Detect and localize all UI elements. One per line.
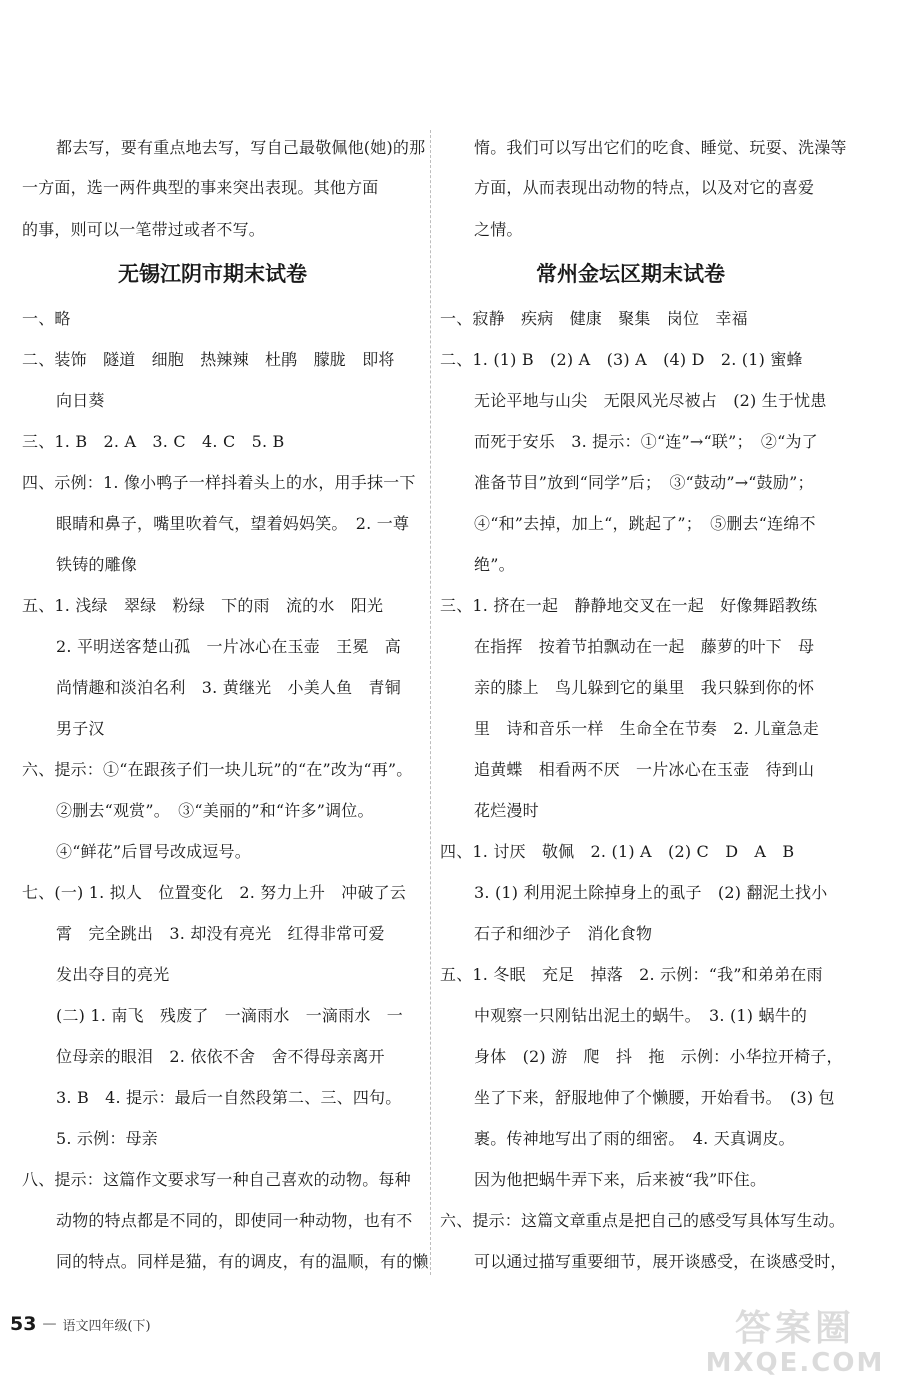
answer-line: 四、示例：1. 像小鸭子一样抖着头上的水，用手抹一下: [22, 473, 416, 492]
answer-line: 二、1. (1) B (2) A (3) A (4) D 2. (1) 蜜蜂: [440, 350, 803, 369]
answer-line: ②删去“观赏”。 ③“美丽的”和“许多”调位。: [56, 801, 374, 820]
column-divider: [430, 130, 431, 1275]
section-heading-wuxi: 无锡江阴市期末试卷: [118, 262, 307, 286]
answer-line: 五、1. 浅绿 翠绿 粉绿 下的雨 流的水 阳光: [22, 596, 384, 615]
answer-line: 3. B 4. 提示：最后一自然段第二、三、四句。: [56, 1088, 402, 1107]
answer-line: 3. (1) 利用泥土除掉身上的虱子 (2) 翻泥土找小: [474, 883, 828, 902]
answer-line: 二、装饰 隧道 细胞 热辣辣 杜鹃 朦胧 即将: [22, 350, 395, 369]
footer-separator: —: [42, 1316, 57, 1332]
left-intro-line: 的事，则可以一笔带过或者不写。: [22, 220, 266, 239]
answer-line: 尚情趣和淡泊名利 3. 黄继光 小美人鱼 青铜: [56, 678, 401, 697]
answer-line: 因为他把蜗牛弄下来，后来被“我”吓住。: [474, 1170, 767, 1189]
answer-line: 花烂漫时: [474, 801, 539, 820]
answer-line: 可以通过描写重要细节，展开谈感受，在谈感受时，: [474, 1252, 847, 1271]
answer-line: 三、1. B 2. A 3. C 4. C 5. B: [22, 432, 285, 451]
answer-line: (二) 1. 南飞 残废了 一滴雨水 一滴雨水 一: [56, 1006, 403, 1025]
page-number: 53: [10, 1313, 37, 1335]
page-footer: [10, 1313, 151, 1335]
answer-line: 身体 (2) 游 爬 抖 拖 示例：小华拉开椅子，: [474, 1047, 843, 1066]
answer-line: 石子和细沙子 消化食物: [474, 924, 653, 943]
answer-line: 同的特点。同样是猫，有的调皮，有的温顺，有的懒: [56, 1252, 429, 1271]
answer-line: 无论平地与山尖 无限风光尽被占 (2) 生于忧患: [474, 391, 827, 410]
answer-line: 六、提示：这篇文章重点是把自己的感受写具体写生动。: [440, 1211, 846, 1230]
answer-line: 四、1. 讨厌 敬佩 2. (1) A (2) C D A B: [440, 842, 795, 861]
answer-line: 眼睛和鼻子，嘴里吹着气，望着妈妈笑。 2. 一尊: [56, 514, 410, 533]
book-title: 语文四年级(下): [62, 1318, 151, 1334]
answer-line: 六、提示：①“在跟孩子们一块儿玩”的“在”改为“再”。: [22, 760, 413, 779]
answer-line: 里 诗和音乐一样 生命全在节奏 2. 儿童急走: [474, 719, 819, 738]
answer-line: 男子汉: [56, 719, 105, 738]
answer-line: 发出夺目的亮光: [56, 965, 170, 984]
answer-line: 中观察一只刚钻出泥土的蜗牛。 3. (1) 蜗牛的: [474, 1006, 808, 1025]
answer-line: 2. 平明送客楚山孤 一片冰心在玉壶 王冕 高: [56, 637, 401, 656]
answer-line: 在指挥 按着节拍飘动在一起 藤萝的叶下 母: [474, 637, 815, 656]
watermark-top-text: 答案圈: [734, 1308, 855, 1349]
left-intro-line: 一方面，选一两件典型的事来突出表现。其他方面: [22, 178, 379, 197]
right-column: [440, 0, 847, 1390]
answer-line: 铁铸的雕像: [56, 555, 138, 574]
answer-line: 5. 示例：母亲: [56, 1129, 158, 1148]
answer-line: 准备节目”放到“同学”后； ③“鼓动”→“鼓励”；: [474, 473, 814, 492]
answer-line: 八、提示：这篇作文要求写一种自己喜欢的动物。每种: [22, 1170, 411, 1189]
left-intro-line: 都去写，要有重点地去写，写自己最敬佩他(她)的那: [56, 138, 426, 157]
answer-line: 五、1. 冬眠 充足 掉落 2. 示例：“我”和弟弟在雨: [440, 965, 823, 984]
answer-line: ④“和”去掉，加上“，跳起了”； ⑤删去“连绵不: [474, 514, 816, 533]
right-intro-line: 方面，从而表现出动物的特点，以及对它的喜爱: [474, 178, 815, 197]
answer-line: 霄 完全跳出 3. 却没有亮光 红得非常可爱: [56, 924, 385, 943]
section-heading-changzhou: 常州金坛区期末试卷: [536, 262, 725, 286]
answer-line: 坐了下来，舒服地伸了个懒腰，开始看书。 (3) 包: [474, 1088, 835, 1107]
answer-line: 而死于安乐 3. 提示：①“连”→“联”； ②“为了: [474, 432, 818, 451]
watermark-logo: [700, 1300, 890, 1385]
answer-line: 一、寂静 疾病 健康 聚集 岗位 幸福: [440, 309, 748, 328]
answer-line: ④“鲜花”后冒号改成逗号。: [56, 842, 251, 861]
answer-line: 追黄蝶 相看两不厌 一片冰心在玉壶 待到山: [474, 760, 815, 779]
right-intro-line: 之情。: [474, 220, 523, 239]
watermark-bottom-text: MXQE.COM: [705, 1348, 885, 1378]
answer-line: 位母亲的眼泪 2. 依依不舍 舍不得母亲离开: [56, 1047, 385, 1066]
answer-line: 裹。传神地写出了雨的细密。 4. 天真调皮。: [474, 1129, 795, 1148]
answer-line: 亲的膝上 鸟儿躲到它的巢里 我只躲到你的怀: [474, 678, 815, 697]
answer-line: 七、(一) 1. 拟人 位置变化 2. 努力上升 冲破了云: [22, 883, 407, 902]
answer-line: 一、略: [22, 309, 71, 328]
answer-line: 绝”。: [474, 555, 515, 574]
answer-line: 向日葵: [56, 391, 105, 410]
right-intro-line: 惰。我们可以写出它们的吃食、睡觉、玩耍、洗澡等: [474, 138, 847, 157]
left-column: [22, 0, 429, 1390]
answer-line: 动物的特点都是不同的，即使同一种动物，也有不: [56, 1211, 413, 1230]
answer-line: 三、1. 挤在一起 静静地交叉在一起 好像舞蹈教练: [440, 596, 818, 615]
